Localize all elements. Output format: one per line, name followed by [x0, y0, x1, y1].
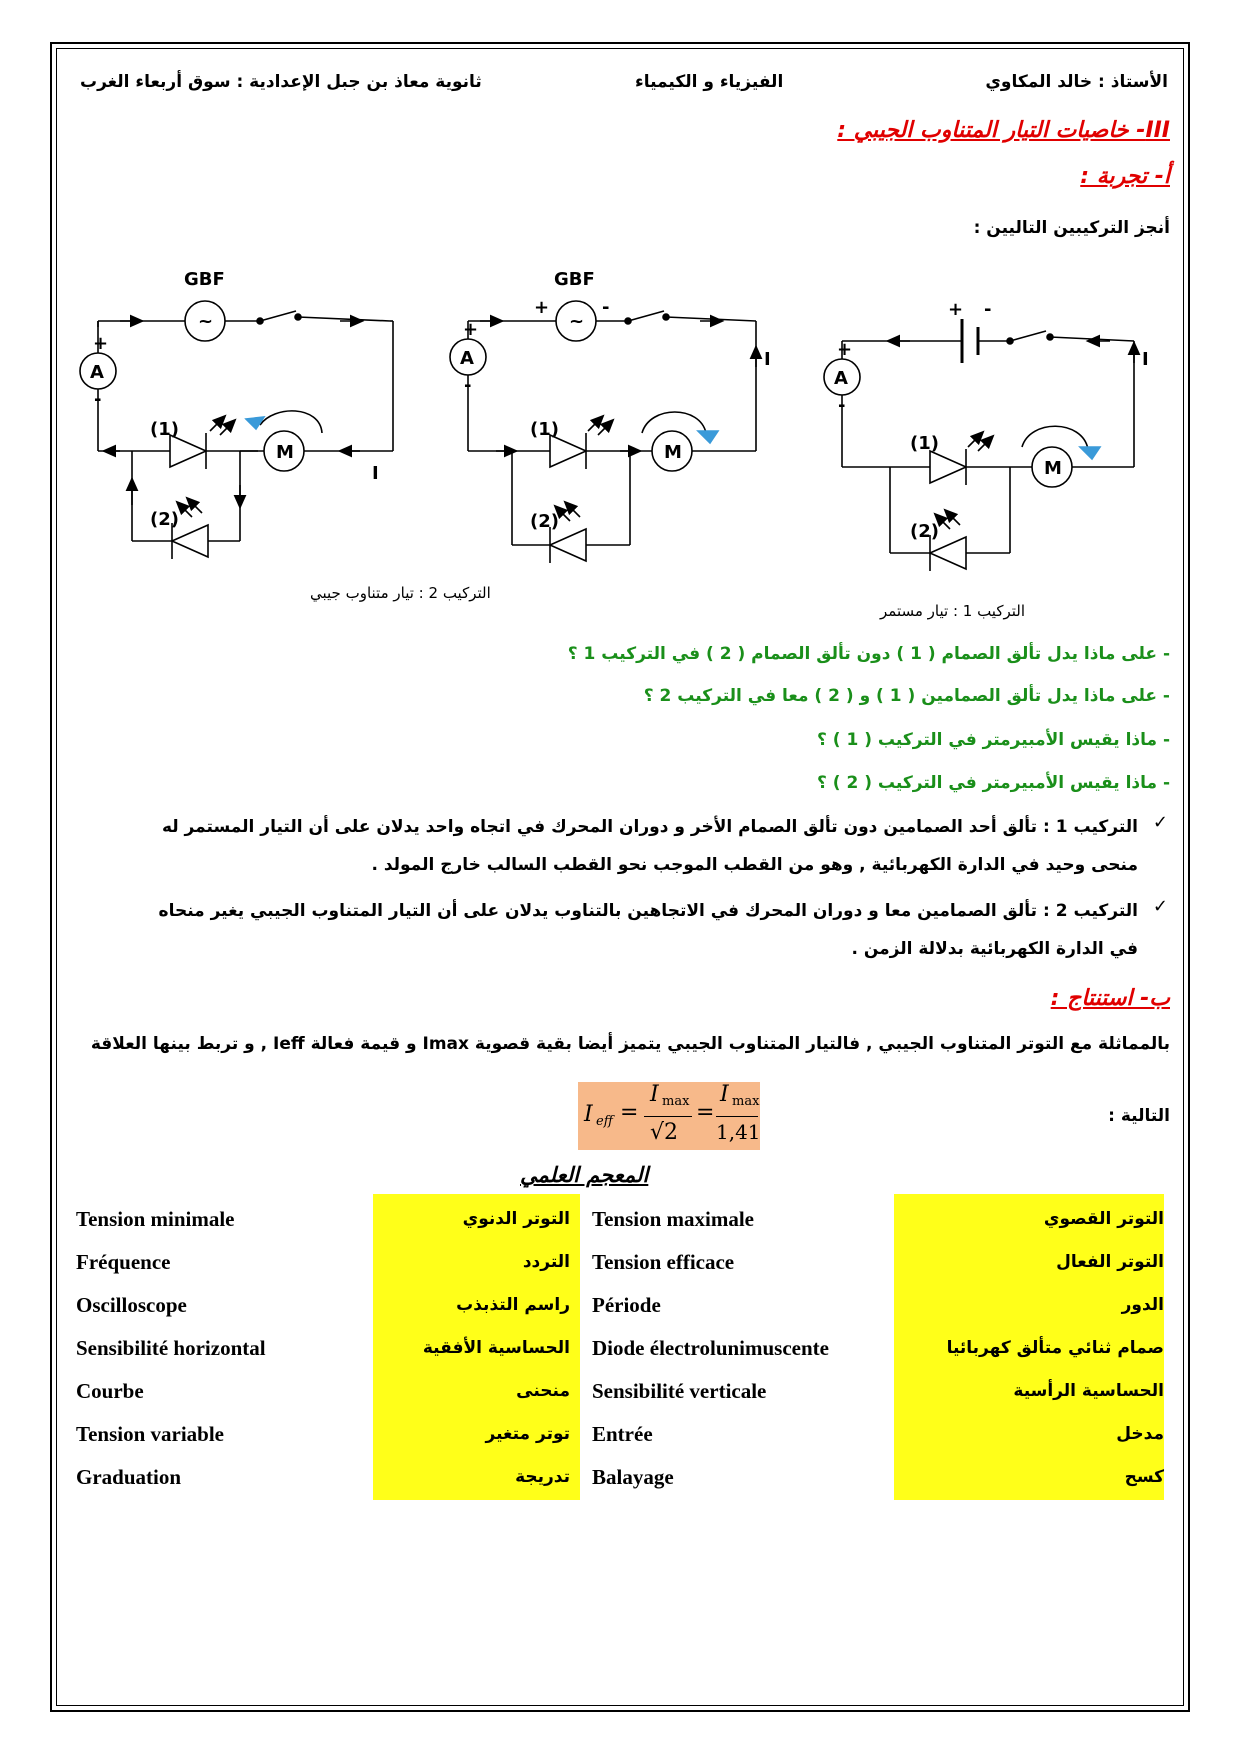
gbf-label-middle: GBF [554, 269, 595, 290]
minus-right: - [838, 395, 846, 416]
question-1: - على ماذا يدل تألق الصمام ( 1 ) دون تألق الصمام ( 2 ) في التركيب 1 ؟ [567, 644, 1170, 664]
minus-middle: - [464, 375, 472, 396]
conclusion-text-line2: التالية : [1108, 1106, 1170, 1126]
diode1-label-left: (1) [150, 419, 179, 440]
glossary-title: المعجم العلمي [520, 1163, 649, 1187]
glossary-right-ar-4: الحساسية الرأسية [1013, 1381, 1164, 1401]
question-4: - ماذا يقيس الأمبيرمتر في التركيب ( 2 ) ؟ [817, 773, 1170, 793]
diode2-label-right: (2) [910, 521, 939, 542]
tilde-left: ~ [198, 311, 214, 332]
minus-left: - [94, 389, 102, 410]
answer-1: التركيب 1 : تألق أحد الصمامين دون تألق الصمام الأخر و دوران المحرك في اتجاه واحد يدلان على أن التيار المستمر له منحى وحيد في الدارة الكهربائية , وهو من القطب الموجب نحو القطب السالب خارج المولد . [161, 817, 1138, 875]
motor-label-middle: M [664, 442, 682, 463]
question-2: - على ماذا يدل تألق الصمامين ( 1 ) و ( 2 ) معا في التركيب 2 ؟ [643, 686, 1170, 706]
check-mark-2: ✓ [1152, 896, 1168, 917]
glossary-left-fr-1: Fréquence [76, 1250, 171, 1274]
plus-gbf-middle: + [534, 297, 550, 318]
glossary-right-fr-6: Balayage [592, 1465, 674, 1489]
header-teacher: الأستاذ : خالد المكاوي [985, 72, 1168, 92]
caption-setup1: التركيب 1 : تيار مستمر [880, 602, 1026, 620]
ammeter-label-right: A [834, 368, 848, 389]
glossary-left-fr-6: Graduation [76, 1465, 182, 1489]
experiment-instruction: أنجز التركيبين التاليين : [973, 218, 1170, 238]
fraction-bar-1 [644, 1116, 692, 1117]
glossary-left-ar-4: منحنى [516, 1381, 570, 1401]
glossary-right-fr-4: Sensibilité verticale [592, 1379, 767, 1403]
glossary-right-ar-2: الدور [1121, 1295, 1164, 1315]
gbf-label-left: GBF [184, 269, 225, 290]
glossary-right-fr-1: Tension efficace [592, 1250, 735, 1274]
ammeter-label-middle: A [460, 348, 474, 369]
motor-label-left: M [276, 442, 294, 463]
glossary-right-fr-3: Diode électrolunimuscente [592, 1336, 829, 1360]
minus-gbf-middle: - [602, 297, 610, 318]
glossary-left-fr-2: Oscilloscope [76, 1293, 187, 1317]
formula-eq-1: = [620, 1100, 639, 1125]
header-school: ثانوية معاذ بن جبل الإعدادية : سوق أربعاء الغرب [80, 72, 482, 92]
conclusion-text-line1: بالمماثلة مع التوتر المتناوب الجيبي , فالتيار المتناوب الجيبي يتميز أيضا بقية قصوية Imax و قيمة فعالة Ieff , و تربط بينها العلاقة [90, 1034, 1170, 1054]
current-label-middle: I [764, 349, 771, 370]
current-label-left: I [372, 463, 379, 484]
conclusion-heading: ب- استنتاج : [1050, 986, 1170, 1011]
question-3: - ماذا يقيس الأمبيرمتر في التركيب ( 1 ) ؟ [817, 730, 1170, 750]
circuit-middle [450, 301, 756, 563]
glossary-left-fr-4: Courbe [76, 1379, 144, 1403]
formula-box [578, 1082, 760, 1150]
header-subject: الفيزياء و الكيمياء [635, 72, 784, 92]
circuits-diagram [60, 255, 1180, 635]
plus-left: + [93, 333, 109, 354]
caption-setup2: التركيب 2 : تيار متناوب جيبي [310, 584, 491, 602]
diode2-label-middle: (2) [530, 511, 559, 532]
glossary-left-ar-6: تدريجة [515, 1467, 570, 1487]
glossary-right-ar-3: صمام ثنائي متألق كهربائيا [946, 1338, 1164, 1358]
circuit-left [80, 301, 393, 559]
glossary-right-ar-5: مدخل [1116, 1424, 1164, 1444]
motor-label-right: M [1044, 458, 1062, 479]
glossary-left-ar-0: التوتر الدنوي [462, 1209, 570, 1229]
fraction-bar-2 [716, 1116, 758, 1117]
glossary-left-ar-2: راسم التذبذب [456, 1295, 570, 1315]
plus-battery: + [948, 299, 964, 320]
glossary-left-ar-1: التردد [522, 1252, 570, 1272]
formula-lhs: I [584, 1102, 593, 1127]
glossary-left-fr-5: Tension variable [76, 1422, 225, 1446]
tilde-middle: ~ [569, 311, 585, 332]
formula-den-2: 1,41 [716, 1120, 761, 1144]
formula-den-1: √2 [650, 1120, 679, 1145]
glossary-right-fr-0: Tension maximale [592, 1207, 754, 1231]
glossary-right-fr-2: Période [592, 1293, 661, 1317]
glossary-right-fr-5: Entrée [592, 1422, 653, 1446]
formula-num-1: I [650, 1082, 659, 1107]
plus-middle: + [463, 319, 479, 340]
diode1-label-right: (1) [910, 433, 939, 454]
current-label-right: I [1142, 349, 1149, 370]
diode2-label-left: (2) [150, 509, 179, 530]
diode1-label-middle: (1) [530, 419, 559, 440]
section-title: III- خاصيات التيار المتناوب الجيبي : [837, 118, 1170, 143]
formula-num-sub-1: max [662, 1094, 690, 1109]
plus-right: + [837, 339, 853, 360]
glossary-left-fr-0: Tension minimale [76, 1207, 235, 1231]
check-mark-1: ✓ [1152, 812, 1168, 833]
formula-lhs-sub: eff [596, 1114, 613, 1129]
minus-battery: - [984, 299, 992, 320]
ammeter-label-left: A [90, 362, 104, 383]
glossary-left-ar-5: توتر متغير [485, 1424, 570, 1444]
glossary-left-ar-3: الحساسية الأفقية [422, 1338, 570, 1358]
circuit-right [824, 319, 1134, 571]
glossary-right-ar-0: التوتر القصوي [1043, 1209, 1164, 1229]
glossary-left-fr-3: Sensibilité horizontal [76, 1336, 266, 1360]
answer-2: التركيب 2 : تألق الصمامين معا و دوران المحرك في الاتجاهين بالتناوب يدلان على أن التيار المتناوب الجيبي يغير منحاه في الدارة الكهربائية بدلالة الزمن . [158, 901, 1138, 959]
formula-eq-2: = [696, 1100, 715, 1125]
experiment-heading: أ- تجربة : [1080, 164, 1170, 189]
glossary-right-ar-1: التوتر الفعال [1056, 1252, 1164, 1272]
formula-num-2: I [720, 1082, 729, 1107]
formula-num-sub-2: max [732, 1094, 760, 1109]
glossary-right-ar-6: كسح [1124, 1467, 1164, 1487]
